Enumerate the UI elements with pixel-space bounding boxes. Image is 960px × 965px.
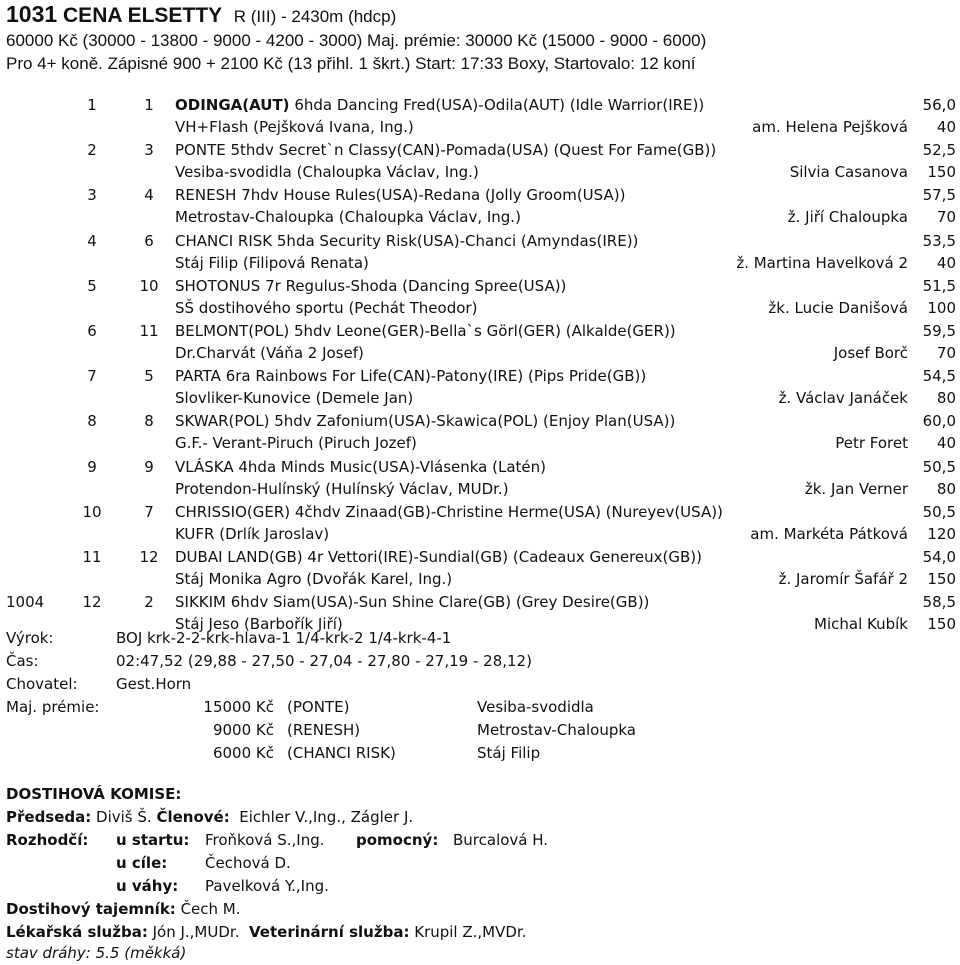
jockey: Michal Kubík: [814, 615, 908, 633]
odds: 40: [936, 254, 956, 272]
runner-row: [0, 320, 960, 342]
horse-weight: 54,0: [922, 548, 956, 566]
owner-prize-owner: Metrostav-Chaloupka: [477, 721, 637, 739]
race-name: CENA ELSETTY: [63, 4, 223, 27]
finish-place: 8: [87, 412, 97, 430]
runner-owner-row: [0, 206, 960, 228]
saddle-number: 7: [144, 503, 154, 521]
horse-info: [175, 320, 676, 342]
members-label: Členové:: [156, 808, 230, 826]
owner-prize-amount: 15000 Kč: [203, 698, 274, 716]
scales-label: u váhy:: [116, 877, 179, 895]
odds: 80: [936, 480, 956, 498]
horse-pedigree: 4čhdv Zinaad(GB)-Christine Herme(USA) (Nureyev(USA)): [294, 503, 723, 521]
horse-name: PARTA: [175, 367, 221, 385]
runner-owner-row: [0, 387, 960, 409]
assistant-label: pomocný:: [356, 831, 439, 849]
jockey: Petr Foret: [835, 434, 908, 452]
horse-name: ODINGA(AUT): [175, 96, 290, 114]
saddle-number: 6: [144, 232, 154, 250]
owner-trainer: Protendon-Hulínský (Hulínský Václav, MUDr.): [175, 480, 509, 498]
owner-prize-owner: Stáj Filip: [477, 744, 541, 762]
horse-name: RENESH: [175, 186, 237, 204]
track-condition: stav dráhy: 5.5 (měkká): [6, 944, 187, 962]
commission-chair-line: [6, 806, 413, 828]
odds: 120: [927, 525, 956, 543]
horse-name: SHOTONUS: [175, 277, 261, 295]
previous-race: 1004: [6, 593, 45, 611]
horse-info: [175, 139, 716, 161]
horse-info: [175, 365, 646, 387]
finish-place: 6: [87, 322, 97, 340]
jockey: ž. Martina Havelková 2: [736, 254, 908, 272]
chair-label: Předseda:: [6, 808, 92, 826]
horse-pedigree: 6ra Rainbows For Life(CAN)-Patony(IRE) (Pips Pride(GB)): [225, 367, 647, 385]
jockey: ž. Jaromír Šafář 2: [778, 570, 908, 588]
finish-judge: Čechová D.: [205, 854, 291, 872]
horse-info: [175, 546, 702, 568]
jockey: Silvia Casanova: [789, 163, 908, 181]
finish-place: 11: [82, 548, 102, 566]
horse-info: [175, 456, 546, 478]
jockey: žk. Lucie Danišová: [768, 299, 908, 317]
horse-pedigree: 6hdv Siam(USA)-Sun Shine Clare(GB) (Grey Desire(GB)): [230, 593, 650, 611]
owner-trainer: Stáj Filip (Filipová Renata): [175, 254, 369, 272]
race-conditions: Pro 4+ koně. Zápisné 900 + 2100 Kč (13 přihl. 1 škrt.) Start: 17:33 Boxy, Startovalo: 12 koní: [6, 54, 696, 73]
odds: 150: [927, 570, 956, 588]
horse-weight: 50,5: [922, 503, 956, 521]
horse-name: CHANCI RISK: [175, 232, 273, 250]
saddle-number: 8: [144, 412, 154, 430]
race-category: R (III) - 2430m (hdcp): [233, 7, 397, 26]
runner-row: [0, 365, 960, 387]
horse-pedigree: 4r Vettori(IRE)-Sundial(GB) (Cadeaux Genereux(GB)): [307, 548, 703, 566]
horse-info: [175, 501, 723, 523]
jockey: Josef Borč: [833, 344, 908, 362]
jockey: žk. Jan Verner: [804, 480, 908, 498]
owner-prize-amount: 6000 Kč: [212, 744, 274, 762]
chair-name: Diviš Š.: [96, 808, 152, 826]
medical-label: Lékařská služba:: [6, 923, 148, 941]
horse-info: [175, 230, 638, 252]
runner-owner-row: [0, 478, 960, 500]
finish-place: 10: [82, 503, 102, 521]
runner-owner-row: [0, 568, 960, 590]
runner-row: [0, 546, 960, 568]
owner-trainer: G.F.- Verant-Piruch (Piruch Jozef): [175, 434, 417, 452]
margins-label: Výrok:: [6, 629, 54, 647]
jockey: ž. Václav Janáček: [778, 389, 908, 407]
finish-place: 1: [87, 96, 97, 114]
horse-pedigree: 5hdv Zafonium(USA)-Skawica(POL) (Enjoy Plan(USA)): [274, 412, 676, 430]
horse-info: [175, 410, 675, 432]
saddle-number: 10: [139, 277, 159, 295]
margins-value: BOJ krk-2-2-krk-hlava-1 1/4-krk-2 1/4-krk-4-1: [116, 629, 452, 647]
horse-info: [175, 94, 704, 116]
saddle-number: 11: [139, 322, 159, 340]
saddle-number: 1: [144, 96, 154, 114]
finish-place: 12: [82, 593, 102, 611]
odds: 150: [927, 615, 956, 633]
owner-trainer: Stáj Jeso (Barbořík Jiří): [175, 615, 343, 633]
horse-name: PONTE: [175, 141, 226, 159]
odds: 70: [936, 208, 956, 226]
owner-prize-horse: (RENESH): [287, 721, 361, 739]
finish-place: 5: [87, 277, 97, 295]
runner-row: [0, 501, 960, 523]
runner-row: [0, 591, 960, 613]
runner-row: [0, 139, 960, 161]
jockey: am. Markéta Pátková: [750, 525, 908, 543]
start-label: u startu:: [116, 831, 190, 849]
runner-row: [0, 184, 960, 206]
saddle-number: 12: [139, 548, 159, 566]
runner-row: [0, 275, 960, 297]
horse-weight: 58,5: [922, 593, 956, 611]
members-names: Eichler V.,Ing., Zágler J.: [239, 808, 414, 826]
owner-prize-horse: (CHANCI RISK): [287, 744, 396, 762]
owner-prizes-label: Maj. prémie:: [6, 698, 100, 716]
owner-prize-amount: 9000 Kč: [212, 721, 274, 739]
odds: 40: [936, 434, 956, 452]
finish-place: 7: [87, 367, 97, 385]
runner-row: [0, 94, 960, 116]
owner-trainer: Dr.Charvát (Váňa 2 Josef): [175, 344, 364, 362]
horse-pedigree: 5hdv Leone(GER)-Bella`s Görl(GER) (Alkalde(GER)): [293, 322, 676, 340]
saddle-number: 3: [144, 141, 154, 159]
saddle-number: 2: [144, 593, 154, 611]
odds: 150: [927, 163, 956, 181]
horse-weight: 54,5: [922, 367, 956, 385]
vet-name: Krupil Z.,MVDr.: [414, 923, 527, 941]
saddle-number: 9: [144, 458, 154, 476]
owner-prize-owner: Vesiba-svodidla: [477, 698, 594, 716]
odds: 100: [927, 299, 956, 317]
runner-owner-row: [0, 432, 960, 454]
vet-label: Veterinární služba:: [249, 923, 410, 941]
owner-trainer: Vesiba-svodidla (Chaloupka Václav, Ing.): [175, 163, 479, 181]
jockey: ž. Jiří Chaloupka: [787, 208, 908, 226]
race-prizes: 60000 Kč (30000 - 13800 - 9000 - 4200 - 3000) Maj. prémie: 30000 Kč (15000 - 9000 - 6000): [6, 31, 707, 50]
odds: 70: [936, 344, 956, 362]
runner-row: [0, 230, 960, 252]
owner-trainer: KUFR (Drlík Jaroslav): [175, 525, 330, 543]
horse-weight: 53,5: [922, 232, 956, 250]
horse-weight: 59,5: [922, 322, 956, 340]
commission-title: DOSTIHOVÁ KOMISE:: [6, 785, 182, 803]
runner-owner-row: [0, 523, 960, 545]
horse-pedigree: 6hda Dancing Fred(USA)-Odila(AUT) (Idle Warrior(IRE)): [294, 96, 705, 114]
finish-place: 3: [87, 186, 97, 204]
finish-label: u cíle:: [116, 854, 168, 872]
horse-weight: 56,0: [922, 96, 956, 114]
horse-name: CHRISSIO(GER): [175, 503, 291, 521]
owner-trainer: Stáj Monika Agro (Dvořák Karel, Ing.): [175, 570, 453, 588]
saddle-number: 5: [144, 367, 154, 385]
judges-label: Rozhodčí:: [6, 831, 89, 849]
owner-trainer: Metrostav-Chaloupka (Chaloupka Václav, Ing.): [175, 208, 521, 226]
scales-judge: Pavelková Y.,Ing.: [205, 877, 329, 895]
horse-name: DUBAI LAND(GB): [175, 548, 303, 566]
horse-info: [175, 275, 566, 297]
runner-owner-row: [0, 297, 960, 319]
horse-pedigree: 7hdv House Rules(USA)-Redana (Jolly Groom(USA)): [241, 186, 626, 204]
race-title: [6, 0, 396, 31]
owner-trainer: SŠ dostihového sportu (Pechát Theodor): [175, 299, 478, 317]
odds: 40: [936, 118, 956, 136]
horse-weight: 57,5: [922, 186, 956, 204]
horse-weight: 52,5: [922, 141, 956, 159]
horse-info: [175, 591, 649, 613]
horse-name: BELMONT(POL): [175, 322, 290, 340]
horse-name: VLÁSKA: [175, 458, 234, 476]
medical-name: Jón J.,MUDr.: [152, 923, 240, 941]
race-number: 1031: [6, 1, 58, 27]
finish-place: 4: [87, 232, 97, 250]
time-label: Čas:: [6, 652, 39, 670]
odds: 80: [936, 389, 956, 407]
horse-pedigree: 4hda Minds Music(USA)-Vlásenka (Latén): [238, 458, 547, 476]
horse-pedigree: 7r Regulus-Shoda (Dancing Spree(USA)): [265, 277, 567, 295]
runner-owner-row: [0, 252, 960, 274]
finish-place: 2: [87, 141, 97, 159]
runner-row: [0, 456, 960, 478]
start-judge: Froňková S.,Ing.: [205, 831, 325, 849]
time-value: 02:47,52 (29,88 - 27,50 - 27,04 - 27,80 - 27,19 - 28,12): [116, 652, 532, 670]
owner-trainer: VH+Flash (Pejšková Ivana, Ing.): [175, 118, 414, 136]
horse-pedigree: 5thdv Secret`n Classy(CAN)-Pomada(USA) (Quest For Fame(GB)): [230, 141, 717, 159]
jockey: am. Helena Pejšková: [752, 118, 908, 136]
assistant-judge: Burcalová H.: [453, 831, 549, 849]
secretary-name: Čech M.: [180, 900, 241, 918]
horse-weight: 50,5: [922, 458, 956, 476]
owner-trainer: Slovliker-Kunovice (Demele Jan): [175, 389, 414, 407]
owner-prize-horse: (PONTE): [287, 698, 350, 716]
runner-owner-row: [0, 342, 960, 364]
finish-place: 9: [87, 458, 97, 476]
secretary-line: [6, 898, 241, 920]
runner-owner-row: [0, 116, 960, 138]
horse-info: [175, 184, 625, 206]
horse-pedigree: 5hda Security Risk(USA)-Chanci (Amyndas(IRE)): [276, 232, 639, 250]
breeder-label: Chovatel:: [6, 675, 78, 693]
horse-name: SIKKIM: [175, 593, 226, 611]
horse-name: SKWAR(POL): [175, 412, 270, 430]
runner-owner-row: [0, 161, 960, 183]
services-line: [6, 921, 527, 943]
secretary-label: Dostihový tajemník:: [6, 900, 176, 918]
horse-weight: 60,0: [922, 412, 956, 430]
saddle-number: 4: [144, 186, 154, 204]
breeder-value: Gest.Horn: [116, 675, 192, 693]
horse-weight: 51,5: [922, 277, 956, 295]
runner-row: [0, 410, 960, 432]
